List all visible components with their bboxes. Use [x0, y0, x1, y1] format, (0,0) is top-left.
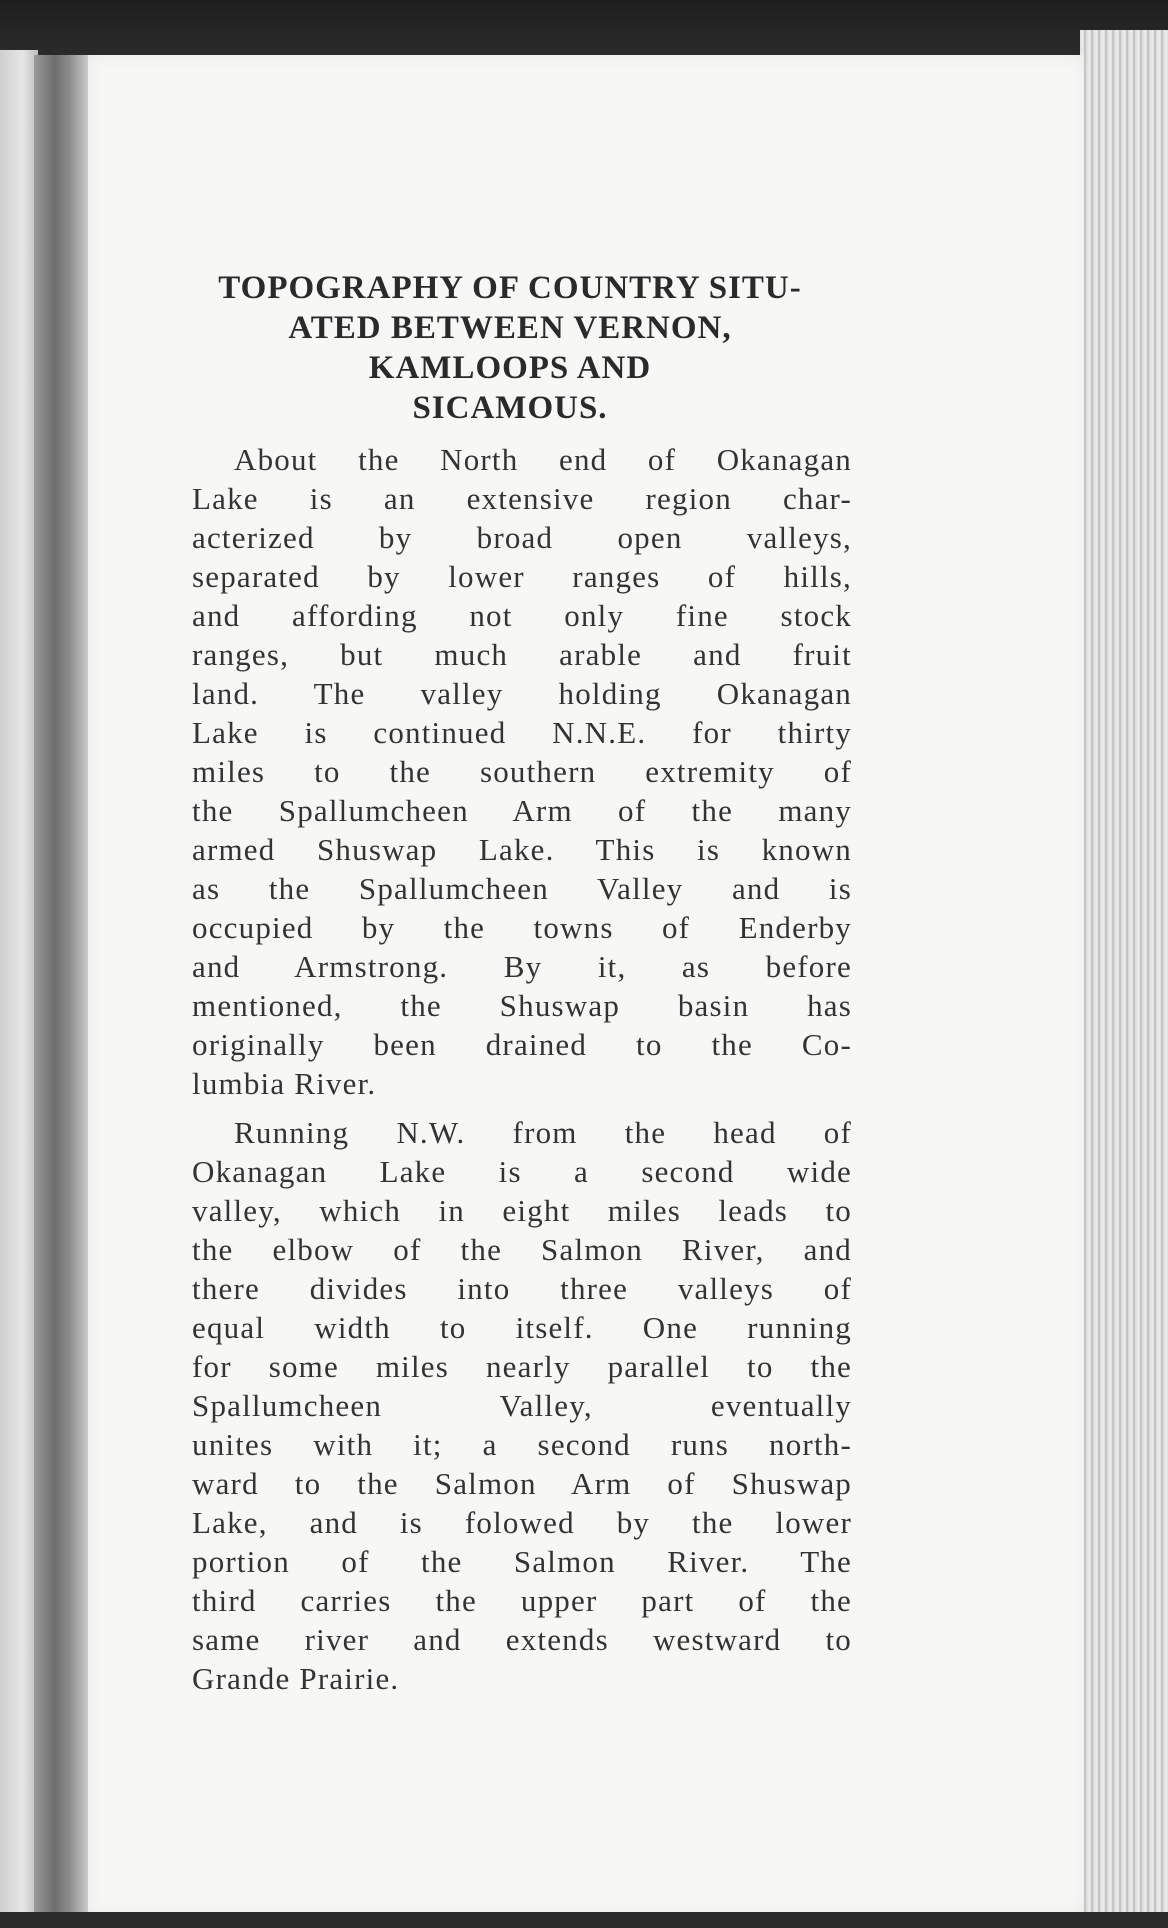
text-line: portion of the Salmon River. The	[192, 1544, 852, 1579]
text-line: third carries the upper part of the	[192, 1583, 852, 1618]
text-line: the elbow of the Salmon River, and	[192, 1232, 852, 1267]
text-line: there divides into three valleys of	[192, 1271, 852, 1306]
text-line: Lake, and is folowed by the lower	[192, 1505, 852, 1540]
text-line: Running N.W. from the head of	[234, 1115, 852, 1150]
text-line: same river and extends westward to	[192, 1622, 852, 1657]
text-line: Grande Prairie.	[192, 1661, 400, 1696]
text-line: and affording not only fine stock	[192, 598, 852, 633]
text-line: separated by lower ranges of hills,	[192, 559, 852, 594]
paragraph-1	[192, 440, 852, 1103]
text-line: as the Spallumcheen Valley and is	[192, 871, 852, 906]
text-line: originally been drained to the Co-	[192, 1027, 852, 1062]
text-line: unites with it; a second runs north-	[192, 1427, 852, 1462]
text-line: acterized by broad open valleys,	[192, 520, 852, 555]
text-line: for some miles nearly parallel to the	[192, 1349, 852, 1384]
text-line: mentioned, the Shuswap basin has	[192, 988, 852, 1023]
paragraph-2	[192, 1113, 852, 1698]
text-line: Okanagan Lake is a second wide	[192, 1154, 852, 1189]
text-line: valley, which in eight miles leads to	[192, 1193, 852, 1228]
heading-line: KAMLOOPS AND	[368, 350, 652, 386]
text-line: Spallumcheen Valley, eventually	[192, 1388, 852, 1423]
facing-page-edge	[0, 50, 38, 1928]
book-gutter	[34, 55, 92, 1928]
heading-line: TOPOGRAPHY OF COUNTRY SITU-	[218, 270, 802, 306]
heading-line: ATED BETWEEN VERNON,	[288, 310, 732, 346]
text-line: occupied by the towns of Enderby	[192, 910, 852, 945]
scanner-bottom-edge	[0, 1912, 1168, 1928]
text-line: ranges, but much arable and fruit	[192, 637, 852, 672]
page-stack-edge	[1080, 30, 1168, 1928]
text-line: and Armstrong. By it, as before	[192, 949, 852, 984]
text-line: equal width to itself. One running	[192, 1310, 852, 1345]
text-line: armed Shuswap Lake. This is known	[192, 832, 852, 867]
text-line: Lake is continued N.N.E. for thirty	[192, 715, 852, 750]
text-line: About the North end of Okanagan	[234, 442, 852, 477]
page-heading	[150, 268, 870, 428]
text-line: Lake is an extensive region char-	[192, 481, 852, 516]
scanner-background	[0, 0, 1168, 60]
body-text	[192, 440, 852, 1708]
text-line: ward to the Salmon Arm of Shuswap	[192, 1466, 852, 1501]
text-line: land. The valley holding Okanagan	[192, 676, 852, 711]
heading-line: SICAMOUS.	[412, 390, 608, 426]
text-line: the Spallumcheen Arm of the many	[192, 793, 852, 828]
text-line: lumbia River.	[192, 1066, 377, 1101]
text-line: miles to the southern extremity of	[192, 754, 852, 789]
